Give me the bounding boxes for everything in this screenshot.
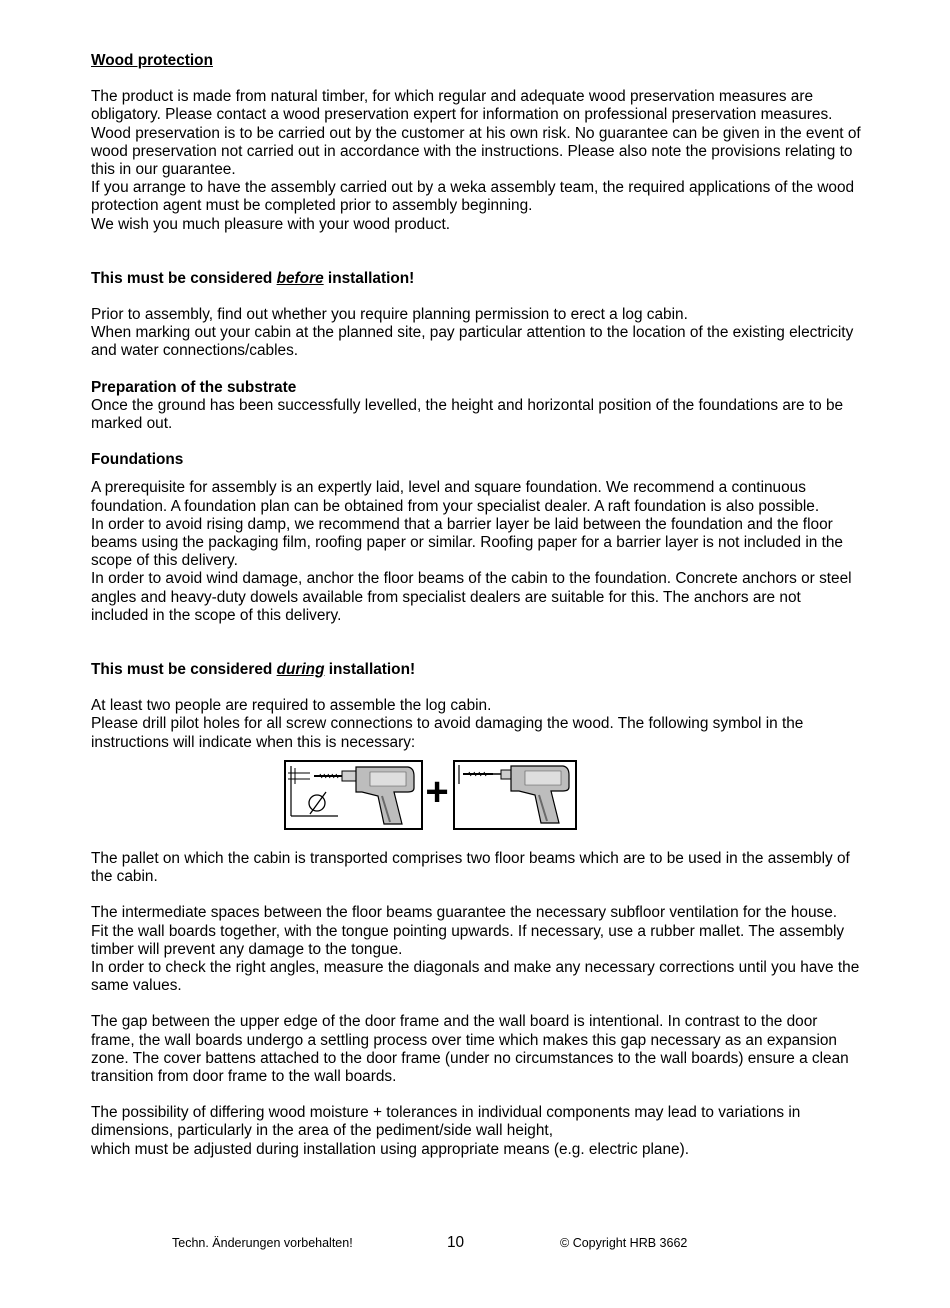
screwdriver-drill-icon: [453, 760, 577, 830]
foundations-para-2: In order to avoid rising damp, we recommend that a barrier layer be laid between the foundation and the floor beams using the packaging film, roofing paper or similar. Roofing paper for a barrier layer is not included in the scope of this delivery.: [91, 515, 843, 570]
during-para-1: At least two people are required to assemble the log cabin.: [91, 697, 492, 715]
foundations-para-1: A prerequisite for assembly is an expertly laid, level and square foundation. We recommend a continuous foundation. A foundation plan can be obtained from your specialist dealer. A raft foundation is also possible.: [91, 479, 820, 515]
plus-sign: +: [425, 769, 449, 814]
pilot-drill-svg: [286, 762, 421, 828]
before-para-1: Prior to assembly, find out whether you require planning permission to erect a log cabin.: [91, 306, 688, 324]
page-number: 10: [447, 1234, 465, 1251]
footer-copyright: [560, 1236, 687, 1250]
during-installation-heading: [91, 661, 861, 679]
pilot-hole-symbol: [91, 760, 861, 838]
during-para-2: Please drill pilot holes for all screw connections to avoid damaging the wood. The following symbol in the instructions will indicate when this is necessary:: [91, 715, 804, 751]
foundations-heading: Foundations: [91, 451, 184, 469]
wood-para-4: We wish you much pleasure with your wood product.: [91, 215, 451, 233]
wood-para-2: Wood preservation is to be carried out by the customer at his own risk. No guarantee can be given in the event of wood preservation not carried out in accordance with the instructions. Please also note the provisions relating to this in our guarantee.: [91, 124, 861, 179]
moisture-para-1: The possibility of differing wood moisture + tolerances in individual components may lead to variations in dimensions, particularly in the area of the pediment/side wall height,: [91, 1104, 801, 1140]
before-heading-emphasis: before: [276, 269, 324, 287]
door-gap-text: The gap between the upper edge of the door frame and the wall board is intentional. In contrast to the door frame, the wall boards undergo a settling process over time which makes this gap necessary as an expansion zone. The cover battens attached to the door frame (under no circumstances to the wall boards) ensure a clean transition from door frame to the wall boards.: [91, 1013, 849, 1085]
wood-para-1: The product is made from natural timber, for which regular and adequate wood preservation measures are obligatory. Please contact a wood preservation expert for information on professional preservation measures.: [91, 88, 833, 124]
copyright-text: Copyright HRB 3662: [572, 1236, 688, 1250]
screwdriver-drill-svg: [455, 762, 575, 828]
pilot-drill-diameter-icon: [284, 760, 423, 830]
substrate-heading: Preparation of the substrate: [91, 378, 297, 396]
wood-protection-heading: Wood protection: [91, 52, 213, 69]
before-heading-pre: This must be considered: [91, 269, 277, 287]
pallet-text: The pallet on which the cabin is transported comprises two floor beams which are to be used in the assembly of the cabin.: [91, 849, 850, 886]
during-heading-post: installation!: [324, 661, 416, 679]
foundations-para-3: In order to avoid wind damage, anchor the floor beams of the cabin to the foundation. Concrete anchors or steel angles and heavy-duty dowels available from specialist dealers are suitable for this. The anchors are not included in the scope of this delivery.: [91, 570, 852, 624]
during-heading-pre: This must be considered: [91, 661, 277, 679]
before-para-2: When marking out your cabin at the planned site, pay particular attention to the location of the existing electricity and water connections/cables.: [91, 324, 854, 360]
substrate-text: Once the ground has been successfully levelled, the height and horizontal position of the foundations are to be marked out.: [91, 396, 844, 433]
footer-disclaimer: Techn. Änderungen vorbehalten!: [172, 1236, 353, 1250]
before-installation-heading: [91, 270, 861, 288]
page-content: [91, 52, 861, 1159]
wood-para-3: If you arrange to have the assembly carried out by a weka assembly team, the required applications of the wood protection agent must be completed prior to assembly beginning.: [91, 179, 855, 215]
page-footer: [0, 1234, 950, 1254]
during-heading-emphasis: during: [276, 661, 325, 679]
beams-para-1: The intermediate spaces between the floor beams guarantee the necessary subfloor ventilation for the house.: [91, 904, 838, 922]
before-heading-post: installation!: [323, 269, 415, 287]
moisture-para-2: which must be adjusted during installation using appropriate means (e.g. electric plane).: [91, 1140, 690, 1158]
beams-para-3: In order to check the right angles, measure the diagonals and make any necessary corrections until you have the same values.: [91, 958, 860, 995]
beams-para-2: Fit the wall boards together, with the tongue pointing upwards. If necessary, use a rubber mallet. The assembly timber will prevent any damage to the tongue.: [91, 922, 845, 958]
copyright-icon: ©: [560, 1236, 570, 1250]
